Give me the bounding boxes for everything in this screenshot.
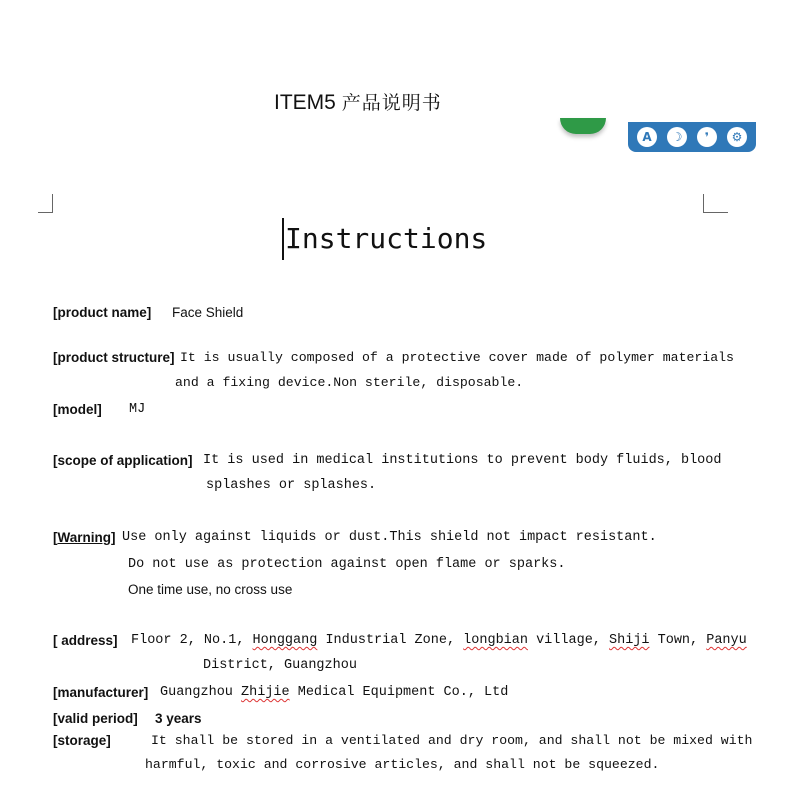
page-header-title xyxy=(274,88,442,115)
address-part: Floor 2, No.1, xyxy=(131,633,253,648)
warning-line2: Do not use as protection against open flame or sparks. xyxy=(128,557,566,572)
address-part: Town, xyxy=(649,633,707,648)
moon-icon[interactable]: ☽ xyxy=(667,127,687,147)
floating-toolbar xyxy=(628,122,756,152)
header-item: ITEM5 xyxy=(274,91,336,114)
header-cjk-title: 产品说明书 xyxy=(341,92,442,114)
manufacturer-part: Guangzhou xyxy=(160,685,242,700)
address-line2: District, Guangzhou xyxy=(203,658,357,673)
warning-word: Warning xyxy=(57,530,111,545)
address-label: [ address] xyxy=(53,633,118,648)
address-part: village, xyxy=(527,633,609,648)
page-corner-mark-left xyxy=(38,194,53,213)
product-name-label: [product name] xyxy=(53,305,152,320)
scope-line2: splashes or splashes. xyxy=(206,478,377,493)
manufacturer-value xyxy=(160,685,508,700)
warning-line3: One time use, no cross use xyxy=(128,582,293,597)
address-part: Industrial Zone, xyxy=(317,633,464,648)
warning-line1: Use only against liquids or dust.This shield not impact resistant. xyxy=(122,530,657,545)
manufacturer-spell-word: Zhijie xyxy=(241,685,290,700)
model-label: [model] xyxy=(53,402,102,417)
page-corner-mark-right xyxy=(703,194,728,213)
address-spell-word: Honggang xyxy=(252,633,318,648)
address-line1 xyxy=(131,633,747,648)
model-value: MJ xyxy=(129,402,146,417)
valid-period-value: 3 years xyxy=(155,711,202,726)
storage-line1: It shall be stored in a ventilated and dry room, and shall not be mixed with xyxy=(151,733,753,748)
address-spell-word: longbian xyxy=(463,633,528,648)
product-name-value: Face Shield xyxy=(172,305,244,320)
quote-icon[interactable]: ❜ xyxy=(697,127,717,147)
warning-bracket-open: [ xyxy=(53,530,58,545)
scope-label: [scope of application] xyxy=(53,453,193,468)
font-a-icon[interactable]: A xyxy=(637,127,657,147)
scope-line1: It is used in medical institutions to prevent body fluids, blood xyxy=(203,453,722,468)
warning-label xyxy=(53,530,116,545)
gear-icon[interactable]: ⚙ xyxy=(727,127,747,147)
text-cursor xyxy=(282,218,284,260)
floating-green-button[interactable] xyxy=(560,118,606,134)
storage-label: [storage] xyxy=(53,733,111,748)
address-spell-word: Shiji xyxy=(609,633,650,648)
product-structure-line2: and a fixing device.Non sterile, disposable. xyxy=(175,375,524,390)
warning-bracket-close: ] xyxy=(111,530,116,545)
manufacturer-part: Medical Equipment Co., Ltd xyxy=(289,685,509,700)
product-structure-label: [product structure] xyxy=(53,350,175,365)
address-spell-word: Panyu xyxy=(706,633,747,648)
valid-period-label: [valid period] xyxy=(53,711,138,726)
manufacturer-label: [manufacturer] xyxy=(53,685,149,700)
document-title: Instructions xyxy=(285,222,488,255)
product-structure-line1: It is usually composed of a protective cover made of polymer materials xyxy=(180,350,734,365)
storage-line2: harmful, toxic and corrosive articles, and shall not be squeezed. xyxy=(145,757,660,772)
